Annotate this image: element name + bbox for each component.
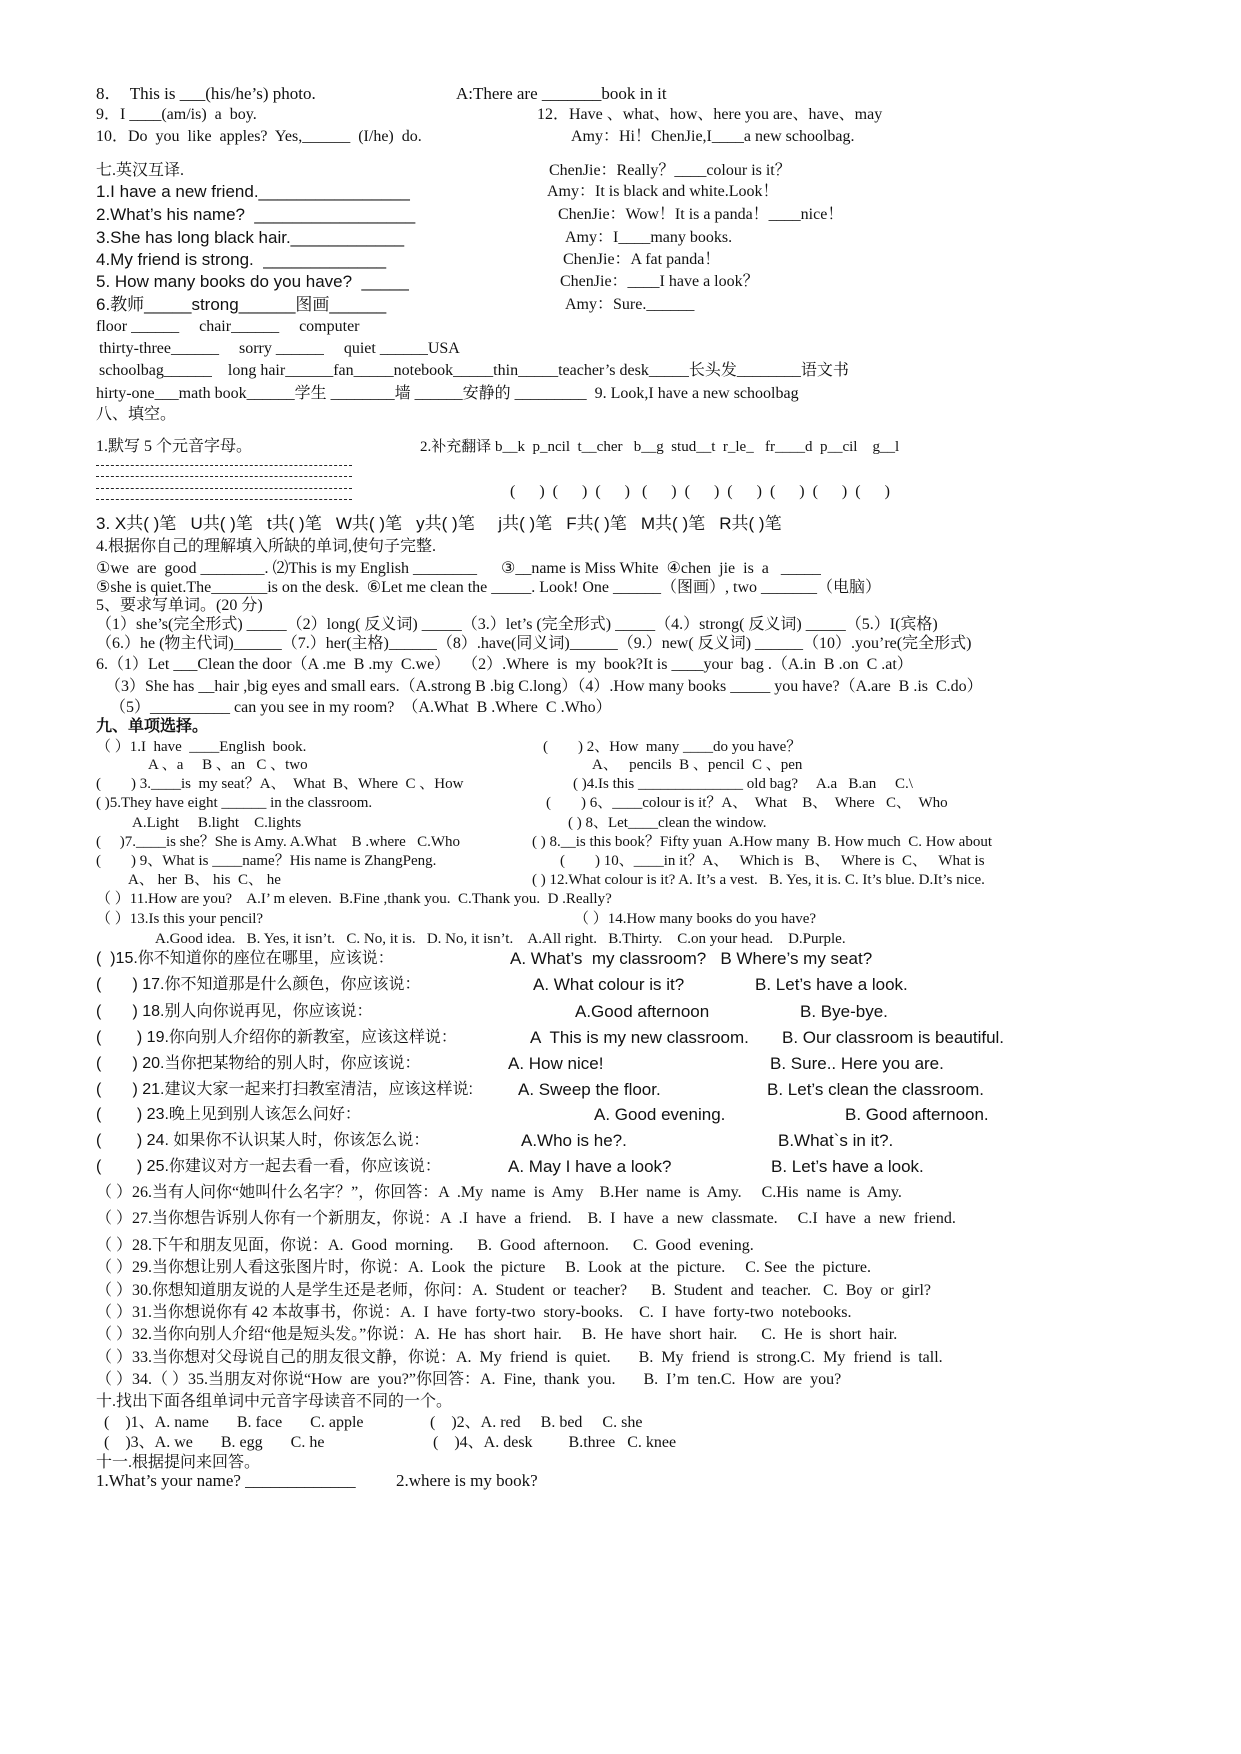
translate-item: 4.My friend is strong. _____________ [96,250,387,269]
mc-options: A.Good idea. B. Yes, it isn’t. C. No, it is. D. No, it isn’t. A.All right. B.Thirty. C.on your head. D.Purple. [155,931,846,947]
mc-options: A、 pencils B 、pencil C 、pen [592,757,803,773]
situation-question: （ ）26.当有人问你“她叫什么名字？”，你回答：A .My name is Amy B.Her name is Amy. C.His name is Amy. [96,1184,902,1201]
mc-question: （ ）14.How many books do you have? [574,911,817,927]
situation-question: （ ）30.你想知道朋友说的人是学生还是老师，你问：A. Student or teacher? B. Student and teacher. C. Boy or girl? [96,1282,932,1299]
mc-question: ( ) 8.__is this book？Fifty yuan A.How many B. How much C. How about [532,834,992,850]
answer-line [96,465,352,466]
mc-question: ( ) 2、How many ____do you have？ [543,739,802,755]
fill-sentence: ①we are good ________. ⑵This is my English ________ ③__name is Miss White ④chen jie is a _____ [96,560,821,577]
option-b: B. Sure.. Here you are. [770,1054,944,1073]
dialogue-line: ChenJie：Really？____colour is it？ [549,162,791,179]
dialogue-line: Amy：Sure.______ [565,296,695,313]
situation-question: ( ) 20.当你把某物给的别人时，你应该说： [96,1055,421,1072]
option-a: A This is my new classroom. [530,1028,749,1047]
mc-question: ( ) 8、Let____clean the window. [568,815,767,831]
dialogue-line: ChenJie：A fat panda！ [563,251,721,268]
stroke-count-line: 3. X共( )笔 U共( )笔 t共( )笔 W共( )笔 y共( )笔 j共( )笔 F共( )笔 M共( )笔 R共( )笔 [96,514,782,533]
answer-line [96,476,352,477]
situation-question: ( ) 24. 如果你不认识某人时，你该怎么说： [96,1132,430,1149]
answer-brackets: ( ) ( ) ( ) ( ) ( ) ( ) ( ) ( ) ( ) [510,483,890,500]
fill-sentence: ⑤she is quiet.The_______is on the desk. ⑥Let me clean the _____. Look! One ______（图画）, two _______（电脑） [96,579,882,596]
vocab-line: schoolbag______ long hair______fan_____notebook_____thin_____teacher’s desk_____长头发________语文书 [99,362,849,379]
mc-question: （ ）13.Is this your pencil? [96,911,264,927]
situation-question: （ ）28.下午和朋友见面，你说：A. Good morning. B. Good afternoon. C. Good evening. [96,1237,754,1254]
choice-line: （5）__________ can you see in my room? （A.What B .Where C .Who） [110,699,612,716]
dialogue-line: ChenJie：____I have a look？ [560,273,759,290]
situation-question: （ ）33.当你想对父母说自己的朋友很文静，你说：A. My friend is quiet. B. My friend is strong.C. My friend is tall. [96,1349,943,1366]
situation-question: （ ）29.当你想让别人看这张图片时，你说：A. Look the picture B. Look at the picture. C. See the picture. [96,1259,872,1276]
word-form-line: （6.）he (物主代词)______（7.）her(主格)______（8）.have(同义词)______（9.）new( 反义词) ______（10）.you’re(完全形式) [96,635,972,652]
vocab-line: floor ______ chair______ computer [96,318,360,335]
mc-options: A 、a B 、an C 、two [148,757,308,773]
answer-line [96,499,352,500]
q9-line: 9．I ____(am/is) a boy. [96,106,257,123]
dialogue-line: Amy：Hi！ChenJie,I____a new schoolbag. [571,128,855,145]
option-b: B. Good afternoon. [845,1105,989,1124]
situation-question: ( )15.你不知道你的座位在哪里，应该说： [96,950,394,967]
translate-item: 2.What’s his name? _________________ [96,205,416,224]
situation-question: ( ) 17.你不知道那是什么颜色，你应该说： [96,976,421,993]
mc-question: ( ) 3.____is my seat？A、 What B、Where C 、How [96,776,464,792]
vocab-line: hirty-one___math book______学生 ________墙 ______安静的 _________ 9. Look,I have a new schoolbag [96,385,799,402]
option-b: B. Let’s clean the classroom. [767,1080,985,1099]
section-8-heading: 八、填空。 [96,406,177,423]
translate-item: 5. How many books do you have? _____ [96,272,409,291]
mc-question: ( ) 10、____in it？A、 Which is B、 Where is C、 What is [560,853,985,869]
option-b: B.What`s in it?. [778,1131,894,1150]
dialogue-line: ChenJie：Wow！It is a panda！____nice！ [558,206,844,223]
word-form-line: （1）she’s(完全形式) _____（2）long( 反义词) _____（3.）let’s (完全形式) _____（4.）strong( 反义词) _____（5.）I(宾格) [96,616,938,633]
mc-question: ( )7.____is she？She is Amy. A.What B .where C.Who [96,834,460,850]
mc-question: ( )4.Is this ______________ old bag? A.a B.an C.\ [573,776,913,792]
option-a: A.Who is he?. [521,1131,627,1150]
section-7-heading: 七.英汉互译. [96,162,185,179]
mc-question: ( ) 6、____colour is it？A、 What B、 Where C、 Who [546,795,948,811]
situation-question: （ ）32.当你向别人介绍“他是短头发。”你说：A. He has short hair. B. He have short hair. C. He is short hair. [96,1326,898,1343]
option-a: A. Good evening. [594,1105,726,1124]
translate-item: 3.She has long black hair.____________ [96,228,405,247]
fill-item: 1.默写 5 个元音字母。 [96,438,253,455]
dialogue-line: A:There are _______book in it [456,84,667,103]
situation-question: （ ）34.（ ）35.当朋友对你说“How are you?”你回答：A. Fine, thank you. B. I’m ten.C. How are you? [96,1371,842,1388]
section-9-heading: 九、单项选择。 [96,718,209,735]
situation-question: ( ) 23.晚上见到别人该怎么问好： [96,1106,361,1123]
vowel-question: ( )4、A. desk B.three C. knee [433,1434,677,1451]
option-a: A. What colour is it? [533,975,685,994]
mc-question: （ ）11.How are you? A.I’ m eleven. B.Fine ,thank you. C.Thank you. D .Really? [96,891,612,907]
q10-line: 10．Do you like apples? Yes,______ (I/he) do. [96,128,422,145]
fill-heading: 5、要求写单词。(20 分) [96,597,263,614]
option-b: B. Bye-bye. [800,1002,888,1021]
option-a: A.Good afternoon [575,1002,710,1021]
fill-item: 2.补充翻译 b__k p_ncil t__cher b__g stud__t r_le_ fr____d p__cil g__l [420,439,900,455]
dialogue-line: Amy：I____many books. [565,229,733,246]
vowel-question: ( )1、A. name B. face C. apple [104,1414,364,1431]
translate-item: 6.教师_____strong______图画______ [96,295,387,314]
q8-line: 8． This is ___(his/he’s) photo. [96,84,316,103]
situation-question: ( ) 19.你向别人介绍你的新教室，应该这样说： [96,1029,457,1046]
mc-question: （ ）1.I have ____English book. [96,739,307,755]
vocab-line: thirty-three______ sorry ______ quiet ______USA [99,340,460,357]
translate-item: 1.I have a new friend.________________ [96,182,410,201]
mc-options: A.Light B.light C.lights [132,815,302,831]
dialogue-line: Amy：It is black and white.Look！ [547,183,779,200]
option-b: B. Let’s have a look. [755,975,908,994]
option-b: B. Let’s have a look. [771,1157,924,1176]
vowel-question: ( )3、A. we B. egg C. he [104,1434,325,1451]
mc-question: ( ) 12.What colour is it? A. It’s a vest. B. Yes, it is. C. It’s blue. D.It’s nice. [532,872,985,888]
mc-question: ( )5.They have eight ______ in the classroom. [96,795,373,811]
q12-line: 12．Have 、what、how、here you are、have、may [537,106,883,123]
section-10-heading: 十.找出下面各组单词中元音字母读音不同的一个。 [96,1393,453,1410]
fill-heading: 4.根据你自己的理解填入所缺的单词,使句子完整. [96,538,437,555]
situation-question: ( ) 21.建议大家一起来打扫教室清洁，应该这样说: [96,1081,473,1098]
answer-question: 1.What’s your name? _____________ [96,1471,356,1490]
option-a: A. How nice! [508,1054,604,1073]
choice-line: 6.（1）Let ___Clean the door（A .me B .my C.we） （2）.Where is my book?It is ____your bag .（A.in B .on C .at） [96,656,913,673]
answer-question: 2.where is my book? [396,1471,538,1490]
option-a: A. Sweep the floor. [518,1080,661,1099]
situation-options: A. What’s my classroom? B Where’s my seat? [510,949,873,968]
situation-question: （ ）27.当你想告诉别人你有一个新朋友，你说：A .I have a friend. B. I have a new classmate. C.I have a new friend. [96,1210,956,1227]
option-b: B. Our classroom is beautiful. [782,1028,1005,1047]
section-11-heading: 十一.根据提问来回答。 [96,1454,261,1471]
choice-line: （3）She has __hair ,big eyes and small ears.（A.strong B .big C.long）（4）.How many books _____ you have?（A.are B .is C.do） [105,678,983,695]
vowel-question: ( )2、A. red B. bed C. she [430,1414,643,1431]
option-a: A. May I have a look? [508,1157,672,1176]
situation-question: ( ) 25.你建议对方一起去看一看，你应该说： [96,1158,441,1175]
mc-question: ( ) 9、What is ____name？His name is ZhangPeng. [96,853,437,869]
situation-question: ( ) 18.别人向你说再见，你应该说： [96,1003,373,1020]
situation-question: （ ）31.当你想说你有 42 本故事书，你说：A. I have forty-two story-books. C. I have forty-two notebooks. [96,1304,852,1321]
mc-options: A、 her B、 his C、 he [128,872,281,888]
answer-line [96,488,352,489]
